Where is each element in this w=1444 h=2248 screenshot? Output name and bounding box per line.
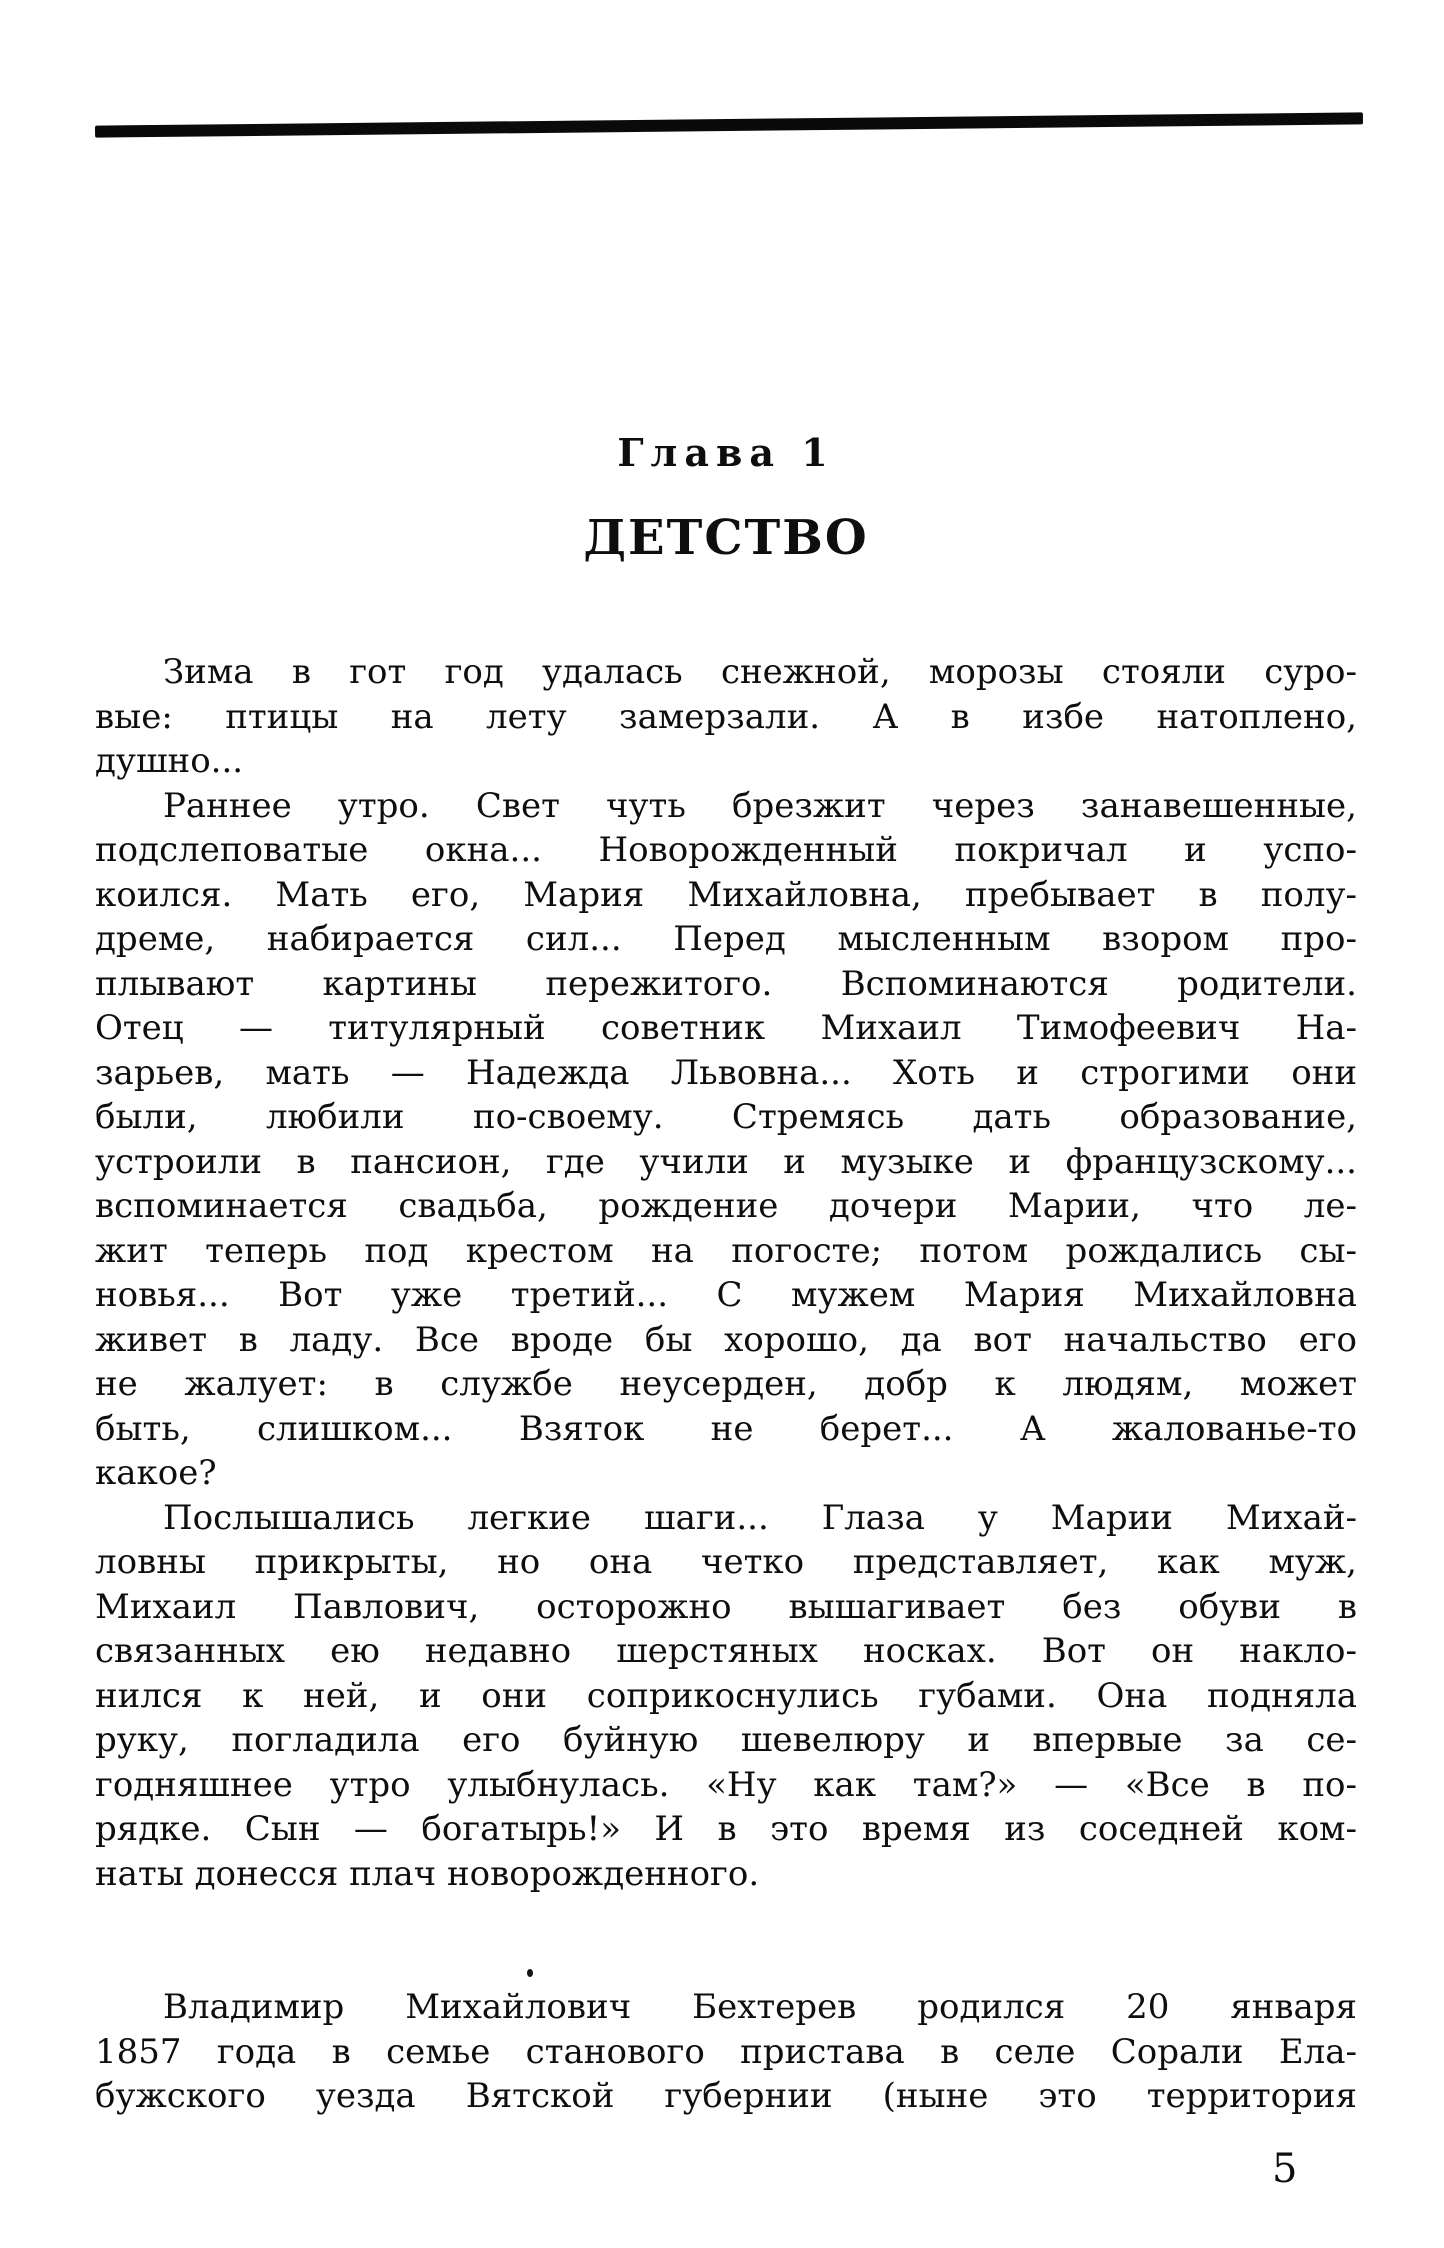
text-line: 1857 года в семье станового пристава в селе Сорали Ела-	[95, 2031, 1357, 2072]
ink-speck	[527, 1969, 533, 1977]
paragraph	[95, 1496, 1357, 1897]
chapter-title: ДЕТСТВО	[583, 510, 869, 566]
text-line: быть, слишком... Взяток не берет... А жалованье-то	[95, 1408, 1357, 1449]
text-line: руку, погладила его буйную шевелюру и впервые за се-	[95, 1720, 1357, 1760]
text-line: вспоминается свадьба, рождение дочери Марии, что ле-	[95, 1186, 1357, 1226]
text-line: жит теперь под крестом на погосте; потом рождались сы-	[95, 1230, 1357, 1271]
text-line: ловны прикрыты, но она четко представляет, как муж,	[95, 1542, 1357, 1582]
text-line: наты донесся плач новорожденного.	[95, 1853, 760, 1894]
text-line: рядке. Сын — богатырь!» И в это время из соседней ком-	[95, 1809, 1357, 1849]
text-line: новья... Вот уже третий... С мужем Мария Михайловна	[95, 1275, 1357, 1315]
text-line: какое?	[95, 1453, 217, 1493]
text-line: Отец — титулярный советник Михаил Тимофеевич На-	[95, 1008, 1357, 1048]
paragraph	[95, 1985, 1357, 2119]
text-line: бужского уезда Вятской губернии (ныне это территория	[95, 2076, 1357, 2116]
text-line: Михаил Павлович, осторожно вышагивает без обуви в	[95, 1586, 1357, 1627]
text-line: нился к ней, и они соприкоснулись губами. Она подняла	[95, 1675, 1357, 1716]
page-number: 5	[1272, 2146, 1298, 2192]
text-line: не жалует: в службе неусерден, добр к людям, может	[95, 1364, 1357, 1404]
text-line: Раннее утро. Свет чуть брезжит через занавешенные,	[163, 785, 1357, 826]
text-line: плывают картины пережитого. Вспоминаются родители.	[95, 963, 1357, 1004]
text-line: вые: птицы на лету замерзали. А в избе натоплено,	[95, 696, 1357, 737]
page-top-rule	[95, 112, 1363, 137]
text-line: дреме, набирается сил... Перед мысленным взором про-	[95, 919, 1357, 959]
text-line: устроили в пансион, где учили и музыке и французскому...	[95, 1141, 1357, 1182]
paragraph	[95, 784, 1357, 1496]
text-line: коился. Мать его, Мария Михайловна, пребывает в полу-	[95, 874, 1357, 915]
text-line: годняшнее утро улыбнулась. «Ну как там?» — «Все в по-	[95, 1764, 1357, 1805]
text-line: подслеповатые окна... Новорожденный покричал и успо-	[95, 830, 1357, 870]
text-line: связанных ею недавно шерстяных носках. Вот он накло-	[95, 1631, 1357, 1671]
text-line: Зима в гот год удалась снежной, морозы стояли суро-	[163, 652, 1357, 692]
body-text	[95, 650, 1357, 2119]
text-line: зарьев, мать — Надежда Львовна... Хоть и строгими они	[95, 1052, 1357, 1093]
text-line: Владимир Михайлович Бехтерев родился 20 января	[163, 1987, 1357, 2027]
chapter-heading: Глава 1	[617, 430, 835, 475]
text-line: душно...	[95, 741, 244, 781]
paragraph	[95, 650, 1357, 784]
text-line: живет в ладу. Все вроде бы хорошо, да вот начальство его	[95, 1319, 1357, 1360]
text-line: были, любили по-своему. Стремясь дать образование,	[95, 1097, 1357, 1137]
text-line: Послышались легкие шаги... Глаза у Марии Михай-	[163, 1497, 1357, 1538]
